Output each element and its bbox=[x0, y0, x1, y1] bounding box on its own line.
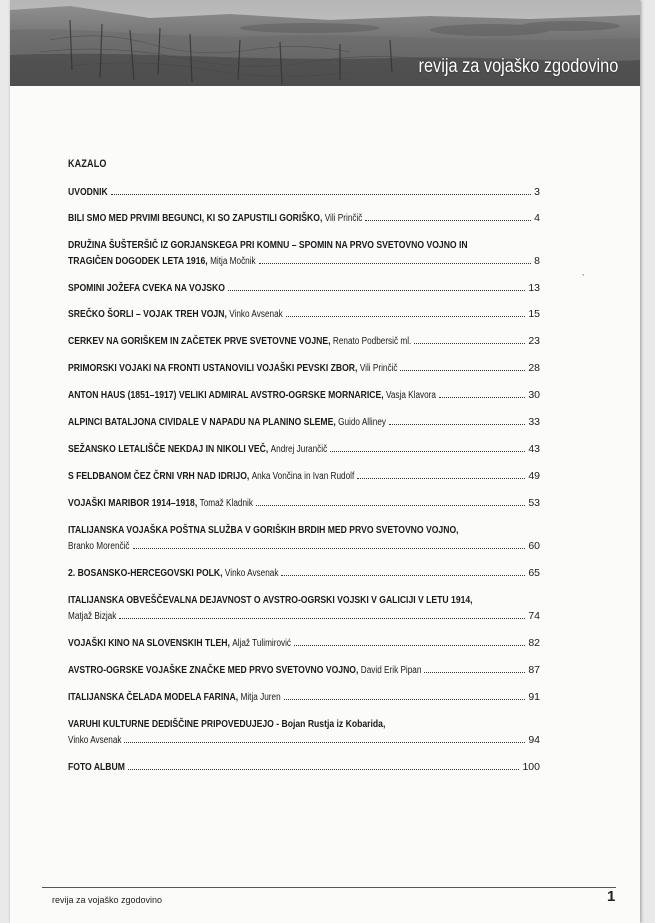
dot-leader bbox=[389, 423, 525, 425]
dot-leader bbox=[286, 315, 526, 317]
toc-author: Vasja Klavora bbox=[385, 390, 436, 401]
toc-page-number: 23 bbox=[528, 335, 540, 347]
dot-leader bbox=[228, 289, 525, 291]
toc-line bbox=[68, 306, 540, 323]
toc-page-number: 33 bbox=[528, 416, 540, 428]
toc-title: SPOMINI JOŽEFA CVEKA NA VOJSKO bbox=[68, 282, 225, 294]
toc-line-text bbox=[68, 759, 125, 775]
dot-leader bbox=[133, 547, 526, 549]
footer-publication: revija za vojaško zgodovino bbox=[52, 895, 163, 905]
dot-leader bbox=[365, 219, 531, 221]
toc-line-text bbox=[68, 565, 278, 582]
toc-author: Vinko Avsenak bbox=[229, 309, 283, 320]
toc-line-text bbox=[68, 732, 121, 749]
toc-title: SEŽANSKO LETALIŠČE NEKDAJ IN NIKOLI VEČ, bbox=[68, 443, 269, 455]
toc-entry bbox=[68, 635, 540, 652]
toc-line bbox=[68, 184, 540, 200]
toc-title: ANTON HAUS (1851–1917) VELIKI ADMIRAL AVSTRO-OGRSKE MORNARICE, bbox=[68, 389, 384, 401]
toc-title: TRAGIČEN DOGODEK LETA 1916, bbox=[68, 255, 208, 267]
toc-line bbox=[68, 592, 540, 608]
toc-entry bbox=[68, 662, 540, 679]
toc-line bbox=[68, 210, 540, 227]
toc-line bbox=[68, 237, 540, 253]
toc-page-number: 53 bbox=[528, 497, 540, 509]
toc-line-text bbox=[68, 538, 130, 555]
toc-entry bbox=[68, 522, 540, 555]
toc-title: SREČKO ŠORLI – VOJAK TREH VOJN, bbox=[68, 308, 227, 320]
toc-page-number: 60 bbox=[528, 540, 540, 552]
toc-page-number: 87 bbox=[528, 664, 540, 676]
toc-author: Vili Prinčič bbox=[324, 213, 363, 224]
toc-page-number: 100 bbox=[522, 761, 540, 773]
toc-entry bbox=[68, 716, 540, 749]
toc-line-text bbox=[68, 468, 354, 485]
toc-line bbox=[68, 635, 540, 652]
toc-author: Branko Morenčič bbox=[68, 541, 130, 552]
toc-page-number: 15 bbox=[528, 308, 540, 320]
toc-line-text bbox=[68, 608, 116, 625]
toc-entry bbox=[68, 306, 540, 323]
toc-line-text bbox=[68, 210, 362, 227]
toc-line bbox=[68, 689, 540, 706]
toc-title: S FELDBANOM ČEZ ČRNI VRH NAD IDRIJO, bbox=[68, 470, 250, 482]
toc-title: PRIMORSKI VOJAKI NA FRONTI USTANOVILI VOJAŠKI PEVSKI ZBOR, bbox=[68, 362, 358, 374]
dot-leader bbox=[256, 504, 525, 506]
toc-author: Tomaž Kladnik bbox=[199, 498, 253, 509]
toc-line-text bbox=[68, 333, 411, 350]
toc-entry bbox=[68, 210, 540, 227]
toc-page-number: 82 bbox=[528, 637, 540, 649]
toc-line bbox=[68, 441, 540, 458]
toc-line-text bbox=[68, 414, 386, 431]
dot-leader bbox=[119, 617, 525, 619]
toc-author: Mitja Juren bbox=[240, 692, 281, 703]
toc-page-number: 3 bbox=[534, 186, 540, 198]
toc-line bbox=[68, 538, 540, 555]
toc-title: ALPINCI BATALJONA CIVIDALE V NAPADU NA PLANINO SLEME, bbox=[68, 416, 336, 428]
toc-page-number: 65 bbox=[528, 567, 540, 579]
toc-author: Aljaž Tulimirović bbox=[232, 638, 292, 649]
toc-entry bbox=[68, 495, 540, 512]
toc-page-number: 49 bbox=[528, 470, 540, 482]
toc-line bbox=[68, 253, 540, 270]
toc-line bbox=[68, 732, 540, 749]
toc-line-text bbox=[68, 592, 473, 608]
toc-author: David Erik Pipan bbox=[360, 665, 422, 676]
toc-entry bbox=[68, 565, 540, 582]
toc-line-text bbox=[68, 184, 108, 200]
dot-leader bbox=[284, 698, 526, 700]
toc-heading: KAZALO bbox=[68, 158, 107, 170]
toc-line-text bbox=[68, 253, 256, 270]
footer-page-number: 1 bbox=[607, 888, 616, 905]
dot-leader bbox=[400, 369, 525, 371]
toc-line bbox=[68, 608, 540, 625]
toc-page-number: 8 bbox=[534, 255, 540, 267]
toc-entry bbox=[68, 592, 540, 625]
toc-entry bbox=[68, 759, 540, 775]
toc-author: Vinko Avsenak bbox=[68, 735, 122, 746]
footer-rule bbox=[42, 887, 616, 888]
toc-entries bbox=[68, 184, 540, 775]
dot-leader bbox=[424, 671, 525, 673]
toc-line-text bbox=[68, 237, 468, 253]
toc-entry bbox=[68, 280, 540, 296]
toc-line bbox=[68, 414, 540, 431]
toc-line bbox=[68, 280, 540, 296]
toc-page-number: 43 bbox=[528, 443, 540, 455]
toc-line bbox=[68, 360, 540, 377]
toc-line-text bbox=[68, 689, 281, 706]
toc-title: VOJAŠKI MARIBOR 1914–1918, bbox=[68, 497, 198, 509]
toc-title: UVODNIK bbox=[68, 186, 108, 198]
toc-page-number: 4 bbox=[534, 212, 540, 224]
toc-author: Andrej Jurančič bbox=[270, 444, 328, 455]
toc-line-text bbox=[68, 306, 283, 323]
banner-title: revija za vojaško zgodovino bbox=[418, 56, 618, 77]
toc-title: AVSTRO-OGRSKE VOJAŠKE ZNAČKE MED PRVO SVETOVNO VOJNO, bbox=[68, 664, 359, 676]
toc-line bbox=[68, 468, 540, 485]
toc-entry bbox=[68, 468, 540, 485]
toc-title: 2. BOSANSKO-HERCEGOVSKI POLK, bbox=[68, 567, 223, 579]
toc-page-number: 13 bbox=[528, 282, 540, 294]
toc-title: ITALIJANSKA OBVEŠČEVALNA DEJAVNOST O AVSTRO-OGRSKI VOJSKI V GALICIJI V LETU 1914, bbox=[68, 594, 473, 606]
toc-line-text bbox=[68, 441, 327, 458]
toc-page-number: 74 bbox=[528, 610, 540, 622]
toc-line-text bbox=[68, 635, 291, 652]
dot-leader bbox=[414, 342, 525, 344]
toc-page-number: 28 bbox=[528, 362, 540, 374]
dot-leader bbox=[111, 193, 531, 195]
dot-leader bbox=[281, 574, 525, 576]
toc-line bbox=[68, 662, 540, 679]
dot-leader bbox=[124, 741, 525, 743]
dot-leader bbox=[330, 450, 525, 452]
dot-leader bbox=[259, 262, 532, 264]
toc-entry bbox=[68, 441, 540, 458]
table-of-contents bbox=[68, 158, 540, 785]
toc-author: Vinko Avsenak bbox=[224, 568, 279, 579]
toc-author: Renato Podbersič ml. bbox=[332, 336, 412, 347]
toc-author: Anka Vončina in Ivan Rudolf bbox=[251, 471, 355, 482]
toc-title: DRUŽINA ŠUŠTERŠIČ IZ GORJANSKEGA PRI KOMNU – SPOMIN NA PRVO SVETOVNO VOJNO IN bbox=[68, 239, 468, 251]
dot-leader bbox=[294, 644, 525, 646]
toc-entry bbox=[68, 414, 540, 431]
toc-line bbox=[68, 759, 540, 775]
toc-line-text bbox=[68, 522, 459, 538]
toc-line bbox=[68, 522, 540, 538]
toc-entry bbox=[68, 689, 540, 706]
toc-page-number: 30 bbox=[528, 389, 540, 401]
toc-entry bbox=[68, 360, 540, 377]
toc-author: Mitja Močnik bbox=[210, 256, 256, 267]
toc-title: VOJAŠKI KINO NA SLOVENSKIH TLEH, bbox=[68, 637, 230, 649]
toc-line bbox=[68, 387, 540, 404]
toc-line-text bbox=[68, 360, 397, 377]
toc-title: FOTO ALBUM bbox=[68, 761, 125, 773]
toc-line-text bbox=[68, 280, 225, 296]
toc-author: Vili Prinčič bbox=[359, 363, 398, 374]
stray-mark: , bbox=[582, 268, 585, 277]
toc-line-text bbox=[68, 662, 421, 679]
toc-entry bbox=[68, 184, 540, 200]
toc-page-number: 91 bbox=[528, 691, 540, 703]
toc-entry bbox=[68, 333, 540, 350]
toc-title: ITALIJANSKA ČELADA MODELA FARINA, bbox=[68, 691, 239, 703]
toc-title: VARUHI KULTURNE DEDIŠČINE PRIPOVEDUJEJO - Bojan Rustja iz Kobarida, bbox=[68, 718, 386, 730]
toc-line-text bbox=[68, 716, 385, 732]
toc-line bbox=[68, 333, 540, 350]
toc-page-number: 94 bbox=[528, 734, 540, 746]
toc-title: BILI SMO MED PRVIMI BEGUNCI, KI SO ZAPUSTILI GORIŠKO, bbox=[68, 212, 323, 224]
toc-entry bbox=[68, 237, 540, 270]
toc-entry bbox=[68, 387, 540, 404]
toc-line bbox=[68, 495, 540, 512]
dot-leader bbox=[357, 477, 525, 479]
toc-title: ITALIJANSKA VOJAŠKA POŠTNA SLUŽBA V GORIŠKIH BRDIH MED PRVO SVETOVNO VOJNO, bbox=[68, 524, 459, 536]
dot-leader bbox=[128, 768, 520, 770]
dot-leader bbox=[439, 396, 525, 398]
toc-line bbox=[68, 716, 540, 732]
toc-line bbox=[68, 565, 540, 582]
toc-author: Matjaž Bizjak bbox=[68, 611, 117, 622]
toc-title: CERKEV NA GORIŠKEM IN ZAČETEK PRVE SVETOVNE VOJNE, bbox=[68, 335, 331, 347]
toc-line-text bbox=[68, 387, 436, 404]
toc-author: Guido Alliney bbox=[338, 417, 386, 428]
header-banner bbox=[10, 0, 640, 86]
toc-line-text bbox=[68, 495, 253, 512]
